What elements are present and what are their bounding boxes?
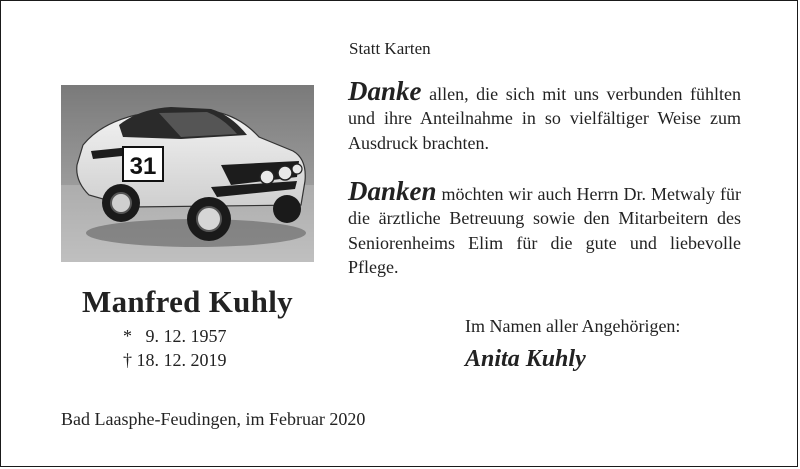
race-number-label: 31 <box>129 153 157 180</box>
signature-intro: Im Namen aller Angehörigen: <box>465 316 681 336</box>
signature-name: Anita Kuhly <box>465 346 586 372</box>
thanks-lead-1: Danke <box>348 76 422 106</box>
birth-symbol: * <box>123 326 132 346</box>
thanks-text-2: möchten wir auch Herrn Dr. Metwaly für die ärztliche Betreuung sowie den Mitarbeitern des Seniorenheims Elim für die gute und liebevolle Pflege. <box>348 184 742 277</box>
deceased-name: Manfred Kuhly <box>82 284 293 319</box>
statt-karten-label: Statt Karten <box>349 39 431 58</box>
death-row <box>123 348 227 372</box>
car-photo-image <box>61 85 314 262</box>
life-dates <box>123 324 227 372</box>
thanks-lead-2: Danken <box>348 176 437 206</box>
birth-date: 9. 12. 1957 <box>145 326 227 346</box>
car-photo <box>61 85 314 262</box>
thanks-paragraph-2 <box>348 176 742 279</box>
thanks-text-1: allen, die sich mit uns verbunden fühlten und ihre Anteilnahme in so vielfältiger Weise zum Ausdruck brachten. <box>348 84 742 153</box>
thanks-paragraph-1 <box>348 76 742 155</box>
place-date: Bad Laasphe-Feudingen, im Februar 2020 <box>61 409 366 429</box>
birth-row <box>123 324 227 348</box>
death-symbol: † <box>123 350 132 370</box>
death-date: 18. 12. 2019 <box>136 350 227 370</box>
